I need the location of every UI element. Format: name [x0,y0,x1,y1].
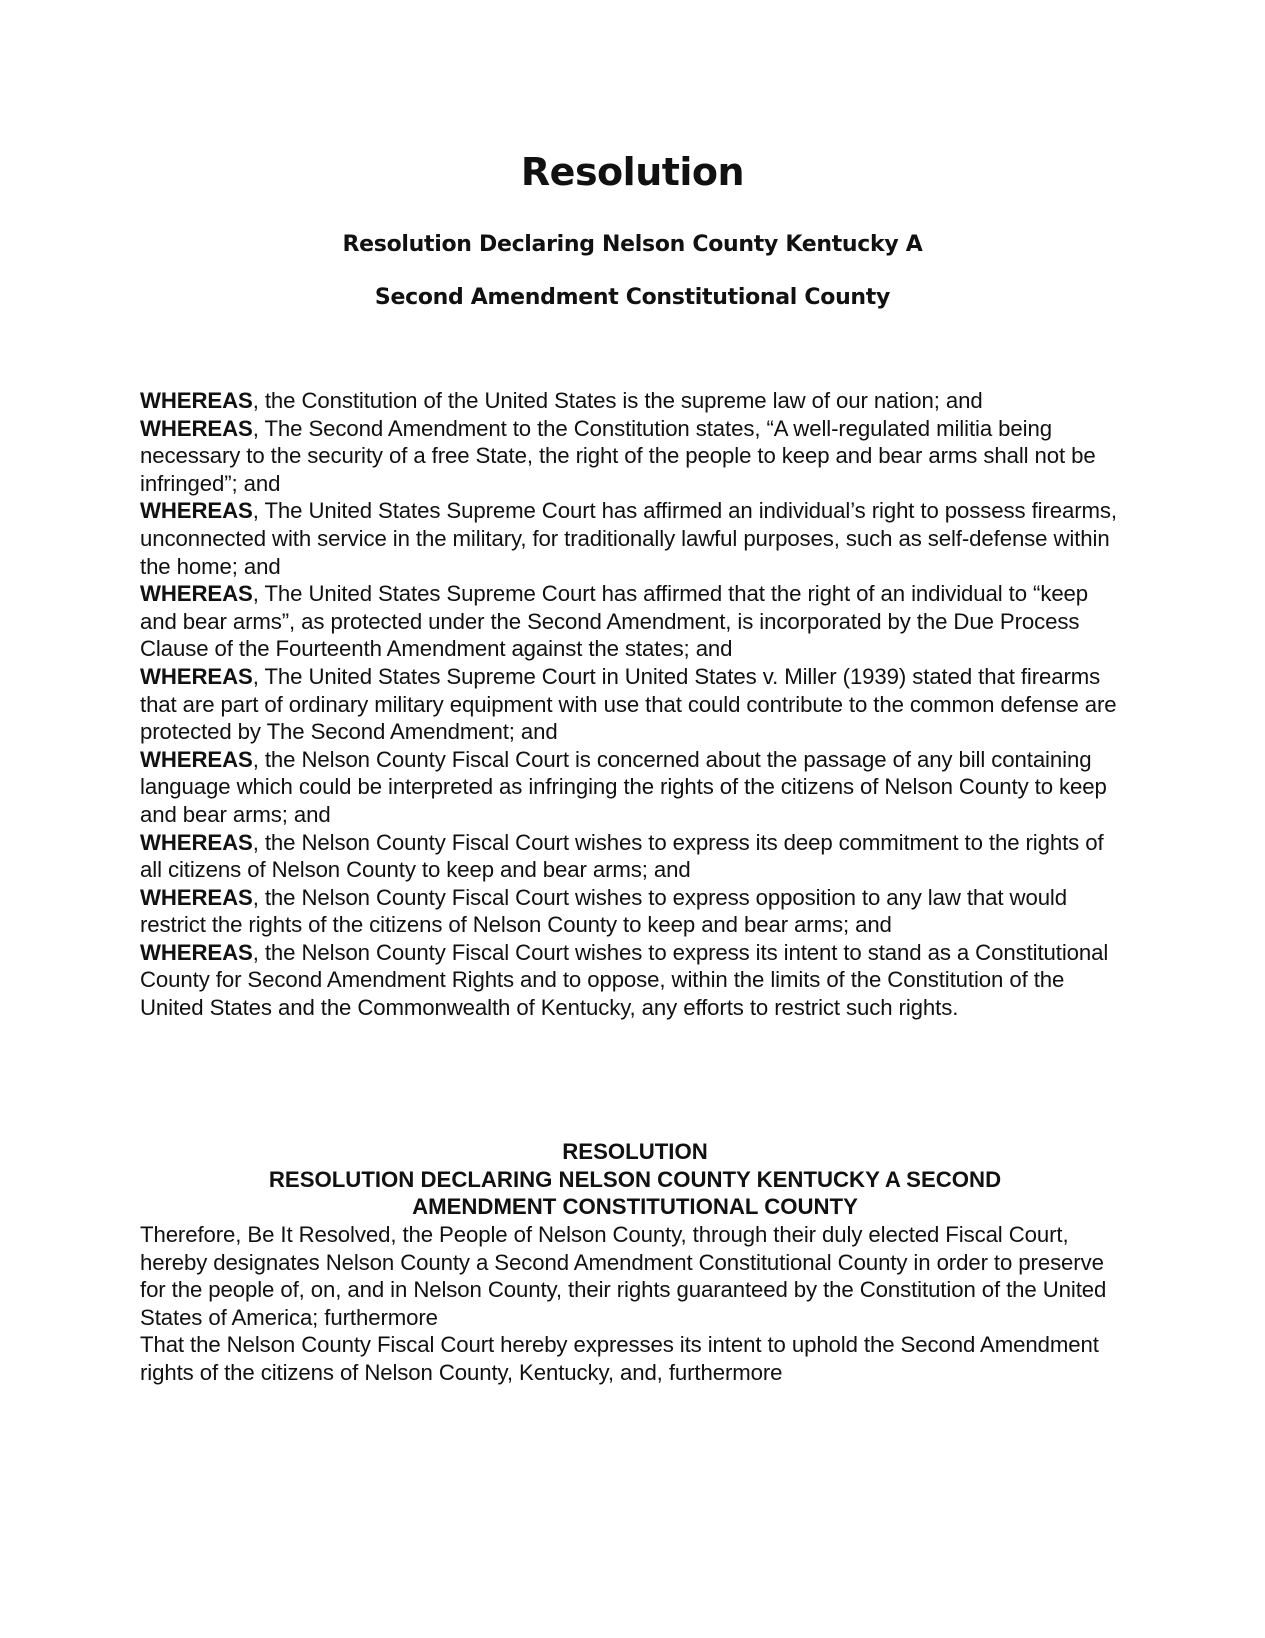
whereas-keyword: WHEREAS [140,884,253,910]
resolution-heading-block [140,1138,1130,1221]
resolution-subheading-line-1: RESOLUTION DECLARING NELSON COUNTY KENTUCKY A SECOND [268,1166,1002,1192]
whereas-keyword: WHEREAS [140,746,253,772]
resolution-paragraph: Therefore, Be It Resolved, the People of Nelson County, through their duly elected Fiscal Court, hereby designates Nelson County a Second Amendment Constitutional County in order to preserve for the people of, on, and in Nelson County, their rights guaranteed by the Constitution of the United States of America; furthermore [140,1222,1107,1330]
document-title: Resolution [520,150,745,194]
whereas-keyword: WHEREAS [140,829,253,855]
whereas-keyword: WHEREAS [140,939,253,965]
whereas-keyword: WHEREAS [140,498,253,524]
whereas-clause [140,387,1130,415]
whereas-clause-text: , The United States Supreme Court in United States v. Miller (1939) stated that firearms that are part of ordinary military equipment with use that could contribute to the common defense are protected by The Second Amendment; and [140,663,1117,745]
document-subtitle-line-2: Second Amendment Constitutional County [374,285,891,310]
whereas-clauses [140,387,1130,1022]
resolution-heading: RESOLUTION [562,1139,708,1164]
whereas-clause-text: , The Second Amendment to the Constitution states, “A well-regulated militia being necessary to the security of a free State, the right of the people to keep and bear arms shall not be infringed”; and [140,415,1096,496]
whereas-clause [140,884,1130,939]
whereas-keyword: WHEREAS [140,581,253,607]
whereas-clause [140,746,1130,829]
whereas-clause [140,580,1130,663]
whereas-keyword: WHEREAS [140,663,253,689]
whereas-clause [140,939,1130,1022]
whereas-keyword: WHEREAS [140,388,253,413]
whereas-clause-text: , The United States Supreme Court has affirmed an individual’s right to possess firearms, unconnected with service in the military, for traditionally lawful purposes, such as self-defense within the home; and [140,498,1117,579]
resolution-subheading-line-2: AMENDMENT CONSTITUTIONAL COUNTY [412,1194,858,1220]
document-subtitle-line-1: Resolution Declaring Nelson County Kentucky A [342,232,923,257]
whereas-clause [140,663,1130,746]
resolution-paragraph: That the Nelson County Fiscal Court hereby expresses its intent to uphold the Second Amendment rights of the citizens of Nelson County, Kentucky, and, furthermore [140,1332,1099,1385]
resolution-paragraphs [140,1221,1130,1387]
whereas-clause-text: , the Nelson County Fiscal Court wishes to express opposition to any law that would restrict the rights of the citizens of Nelson County to keep and bear arms; and [140,884,1068,938]
whereas-clause-text: , The United States Supreme Court has affirmed that the right of an individual to “keep and bear arms”, as protected under the Second Amendment, is incorporated by the Due Process Clause of the Fourteenth Amendment against the states; and [140,581,1089,662]
whereas-clause [140,497,1130,580]
whereas-clause-text: , the Nelson County Fiscal Court wishes to express its intent to stand as a Constitutional County for Second Amendment Rights and to oppose, within the limits of the Constitution of the United States and the Commonwealth of Kentucky, any efforts to restrict such rights. [140,939,1109,1021]
whereas-clause-text: , the Nelson County Fiscal Court is concerned about the passage of any bill containing language which could be interpreted as infringing the rights of the citizens of Nelson County to keep and bear arms; and [140,746,1107,827]
whereas-clause [140,829,1130,884]
whereas-keyword: WHEREAS [140,415,253,441]
whereas-clause-text: , the Nelson County Fiscal Court wishes to express its deep commitment to the rights of all citizens of Nelson County to keep and bear arms; and [140,829,1104,883]
whereas-clause-text: , the Constitution of the United States is the supreme law of our nation; and [252,388,983,413]
whereas-clause [140,415,1130,498]
